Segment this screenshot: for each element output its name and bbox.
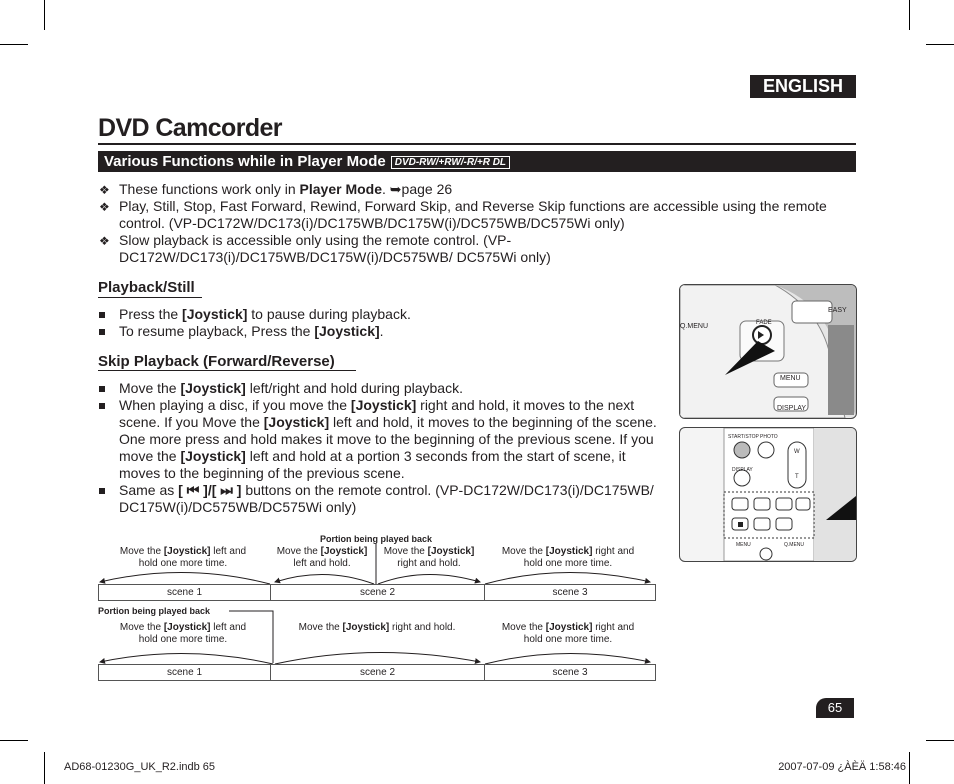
joystick-label: [Joystick] <box>163 622 211 633</box>
crop-mark <box>909 752 910 784</box>
text: to pause during playback. <box>247 306 411 322</box>
note-bullet-icon: ❖ <box>99 200 110 214</box>
crop-mark <box>44 752 45 784</box>
text: left and hold, it moves to the beginning of the scene. One more press and hold makes it move to the beginning of the previous scene. If you move the <box>119 414 657 464</box>
scene-timeline <box>98 664 656 681</box>
skip-arrows-1 <box>95 540 660 586</box>
text: right and hold, it moves to the next scene. If you Move the <box>119 397 635 430</box>
caption-mid <box>282 622 472 634</box>
footer-file: AD68-01230G_UK_R2.indb 65 <box>64 761 216 773</box>
text: left and hold one more time. <box>138 546 247 569</box>
list-bullet <box>99 488 105 494</box>
text: right and hold. <box>389 622 456 633</box>
list-item <box>119 380 664 397</box>
scene-segment: scene 3 <box>552 667 588 678</box>
page-number: 65 <box>816 698 854 718</box>
scene-segment: scene 1 <box>166 587 203 598</box>
text: Move the <box>501 622 546 633</box>
text: . <box>379 323 384 339</box>
camcorder-body-illustration <box>680 285 856 418</box>
section-title: Various Functions while in Player Mode <box>104 153 386 170</box>
photo-label: PHOTO <box>760 434 778 440</box>
crop-mark <box>926 44 954 45</box>
note-bullet-icon: ❖ <box>99 183 110 197</box>
camcorder-controls-photo <box>679 284 857 419</box>
display-label: DISPLAY <box>777 405 807 412</box>
text: Move the <box>119 622 164 633</box>
text: Move the <box>298 622 343 633</box>
portion-label: Portion being played back <box>319 534 433 544</box>
text: Move the <box>383 546 428 557</box>
list-item <box>119 482 664 516</box>
list-item <box>119 397 664 482</box>
joystick-label: [Joystick] <box>320 546 368 557</box>
startstop-label: START/STOP <box>728 434 759 440</box>
joystick-label: [Joystick] <box>545 622 593 633</box>
joystick-label: [Joystick] <box>180 380 246 396</box>
scene-segment: scene 1 <box>166 667 203 678</box>
list-bullet <box>99 403 105 409</box>
joystick-label: [Joystick] <box>180 448 246 464</box>
text: right and hold one more time. <box>523 622 635 645</box>
skip-playback-heading: Skip Playback (Forward/Reverse) <box>98 353 335 370</box>
crop-mark <box>0 44 28 45</box>
list-item <box>119 306 659 323</box>
joystick-label: [Joystick] <box>350 397 417 413</box>
text: To resume playback, Press the <box>119 323 315 339</box>
footer-timestamp: 2007-07-09 ¿ÀÈÄ 1:58:46 <box>778 761 906 773</box>
text: left and hold at a portion 3 seconds from the start of scene, it moves to the beginning of the previous scene. <box>119 448 626 481</box>
crop-mark <box>926 740 954 741</box>
skip-arrows-2 <box>95 640 660 666</box>
note-bullet-icon: ❖ <box>99 234 110 248</box>
text: left and hold. <box>293 558 351 569</box>
menu-label: MENU <box>780 375 801 382</box>
qmenu-label: Q.MENU <box>784 542 804 548</box>
joystick-label: [Joystick] <box>427 546 475 557</box>
text: Move the <box>119 546 164 557</box>
text: Press the <box>119 306 183 322</box>
remote-body-illustration <box>680 428 856 561</box>
scene-timeline <box>98 584 656 601</box>
crop-mark <box>909 0 910 30</box>
remote-control-photo <box>679 427 857 562</box>
easy-label: EASY <box>828 307 847 314</box>
crop-mark <box>0 740 28 741</box>
portion-label: Portion being played back <box>98 606 211 616</box>
list-bullet <box>99 386 105 392</box>
scene-segment: scene 2 <box>359 667 396 678</box>
disc-type-badge: DVD-RW/+RW/-R/+R DL <box>391 156 510 169</box>
intro-note-1 <box>119 181 859 198</box>
fade-label: FADE <box>756 320 772 326</box>
page-reference: page 26 <box>401 181 453 197</box>
heading-underline <box>98 297 202 298</box>
joystick-label: [Joystick] <box>314 323 380 339</box>
joystick-label: [Joystick] <box>163 546 211 557</box>
text: left/right and hold during playback. <box>245 380 463 396</box>
joystick-label: [Joystick] <box>342 622 390 633</box>
page-reference-arrow-icon: ➥ <box>389 181 402 197</box>
text: right and hold one more time. <box>523 546 635 569</box>
zoom-w-label: W <box>794 449 800 455</box>
language-badge: ENGLISH <box>750 75 856 98</box>
joystick-label: [Joystick] <box>263 414 330 430</box>
note-text: These functions work only in <box>119 181 300 197</box>
joystick-label: [Joystick] <box>182 306 248 322</box>
heading-underline <box>98 370 356 371</box>
qmenu-label: Q.MENU <box>680 323 708 330</box>
section-header <box>98 151 856 172</box>
display-label: DISPLAY <box>732 467 753 473</box>
text: Move the <box>119 380 181 396</box>
text: Move the <box>501 546 546 557</box>
text: buttons on the remote control. (VP-DC172W/DC173(i)/DC175WB/ DC175W(i)/DC575WB/DC575Wi only) <box>119 482 654 515</box>
crop-mark <box>44 0 45 30</box>
intro-note-2: Play, Still, Stop, Fast Forward, Rewind, Forward Skip, and Reverse Skip functions are accessible using the remote control. (VP-DC172W/DC173(i)/DC175WB/DC175W(i)/DC575WB/DC575Wi only) <box>119 198 827 231</box>
scene-segment: scene 3 <box>552 587 588 598</box>
player-mode-label: Player Mode <box>299 181 383 197</box>
list-bullet <box>99 312 105 318</box>
page-title: DVD Camcorder <box>98 114 282 142</box>
skip-buttons-label: [ ⏮ ]/[ ⏭ ] <box>178 482 242 498</box>
text: Same as <box>119 482 179 498</box>
text: right and hold. <box>397 558 461 569</box>
text: left and hold one more time. <box>138 622 247 645</box>
list-item <box>119 323 659 340</box>
text: Move the <box>276 546 321 557</box>
zoom-t-label: T <box>795 474 799 480</box>
playback-still-heading: Playback/Still <box>98 279 195 296</box>
scene-segment: scene 2 <box>359 587 396 598</box>
menu-label: MENU <box>736 542 751 548</box>
title-rule <box>98 143 856 145</box>
note-text: . <box>382 181 390 197</box>
intro-note-3: Slow playback is accessible only using the remote control. (VP-DC172W/DC173(i)/DC175WB/DC175W(i)/DC575WB/ DC575Wi only) <box>119 232 551 265</box>
list-bullet <box>99 329 105 335</box>
joystick-label: [Joystick] <box>545 546 593 557</box>
text: When playing a disc, if you move the <box>119 397 351 413</box>
